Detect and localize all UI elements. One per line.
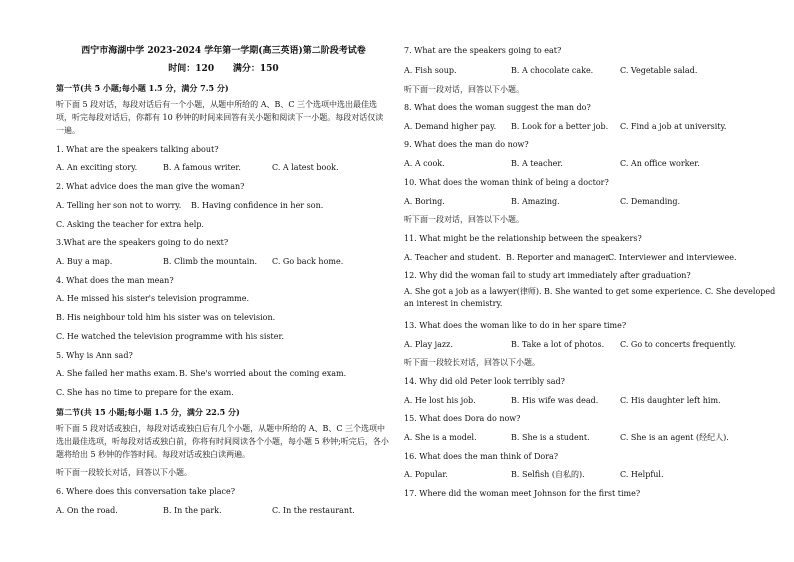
option-c: C. Asking the teacher for extra help.	[56, 220, 204, 229]
question-3: 3.What are the speakers going to do next?	[56, 238, 229, 247]
option-c: C. Go to concerts frequently.	[620, 340, 737, 349]
section2-heading: 第二节(共 15 小题;每小题 1.5 分，满分 22.5 分)	[56, 407, 240, 417]
option-a: A. Boring.	[404, 197, 445, 206]
option-b: B. Climb the mountain.	[163, 257, 258, 266]
option-c: C. In the restaurant.	[272, 506, 355, 515]
option-b: B. She is a student.	[511, 433, 590, 442]
question-15: 15. What does Dora do now?	[404, 414, 521, 423]
option-c: C. Interviewer and interviewee.	[608, 253, 737, 262]
section1-instructions: 听下面 5 段对话，每段对话后有一个小题，从题中所给的 A、B、C 三个选项中选出最佳选项，听完每段对话后，你都有 10 秒钟的时间来回答有关小题和阅读下一小题。每段对话仅读一遍。	[56, 100, 384, 135]
option-a: A. Fish soup.	[404, 66, 457, 75]
option-a: A. An exciting story.	[56, 163, 138, 172]
question-5: 5. Why is Ann sad?	[56, 351, 133, 360]
exam-title: 西宁市海湖中学 2023-2024 学年第一学期(高三英语)第二阶段考试卷	[81, 46, 366, 56]
option-b: B. Amazing.	[511, 197, 560, 206]
option-b: B. His wife was dead.	[511, 396, 599, 405]
option-a: A. On the road.	[56, 506, 118, 515]
option-a: A. She failed her maths exam.	[56, 369, 178, 378]
option-c: C. An office worker.	[620, 159, 700, 168]
section1-heading: 第一节(共 5 小题;每小题 1.5 分，满分 7.5 分)	[56, 83, 229, 93]
option-b: B. A teacher.	[511, 159, 563, 168]
option-b: B. Selfish (自私的).	[511, 470, 585, 479]
option-b: B. Having confidence in her son.	[191, 201, 324, 210]
score-label: 满分：150	[232, 64, 279, 74]
option-c: C. His daughter left him.	[620, 396, 721, 405]
question-13: 13. What does the woman like to do in her spare time?	[404, 321, 627, 330]
option-c: C. Find a job at university.	[620, 122, 727, 131]
option-a: A. Telling her son not to worry.	[56, 201, 182, 210]
question-10: 10. What does the woman think of being a doctor?	[404, 178, 609, 187]
question-16: 16. What does the man think of Dora?	[404, 452, 559, 461]
option-b: B. A chocolate cake.	[511, 66, 594, 75]
option-a: A. She is a model.	[404, 433, 477, 442]
option-a: A. Popular.	[404, 470, 448, 479]
question-11: 11. What might be the relationship between the speakers?	[404, 234, 642, 243]
option-c: C. Demanding.	[620, 197, 681, 206]
option-a: A. Play jazz.	[404, 340, 453, 349]
option-b: B. In the park.	[163, 506, 222, 515]
question-9: 9. What does the man do now?	[404, 140, 529, 149]
option-a: A. A cook.	[404, 159, 445, 168]
option-a: A. He lost his job.	[404, 396, 476, 405]
option-c: C. She has no time to prepare for the exam.	[56, 388, 234, 397]
option-b: B. Take a lot of photos.	[511, 340, 605, 349]
option-b: B. She's worried about the coming exam.	[179, 369, 347, 378]
time-label: 时间：120	[168, 64, 215, 74]
question-7: 7. What are the speakers going to eat?	[404, 46, 562, 55]
option-a: A. Demand higher pay.	[404, 122, 497, 131]
option-c: C. Helpful.	[620, 470, 664, 479]
question-6: 6. Where does this conversation take place?	[56, 487, 236, 496]
question-1: 1. What are the speakers talking about?	[56, 145, 219, 154]
question-8: 8. What does the woman suggest the man do?	[404, 103, 591, 112]
long-dialogue-note: 听下面一段较长对话，回答以下小题。	[56, 468, 192, 477]
long-dialogue-note: 听下面一段较长对话，回答以下小题。	[404, 358, 540, 367]
option-b: B. A famous writer.	[163, 163, 241, 172]
option-b: B. His neighbour told him his sister was on television.	[56, 313, 276, 322]
section2-instructions: 听下面 5 段对话或独白，每段对话或独白后有几个小题，从题中所给的 A、B、C 三个选项中选出最佳选项，听每段对话或独白前，你将有时间阅读各个小题，每小题 5 秒钟;听完后，各小题将给出 5 秒钟的作答时间。每段对话或独白读两遍。	[56, 424, 389, 459]
option-b: B. Reporter and manager.	[506, 253, 612, 262]
option-c: C. She is an agent (经纪人).	[620, 433, 729, 442]
option-a: A. He missed his sister's television programme.	[56, 294, 250, 303]
question-2: 2. What advice does the man give the woman?	[56, 182, 245, 191]
option-b: B. Look for a better job.	[511, 122, 609, 131]
dialogue-note: 听下面一段对话，回答以下小题。	[404, 215, 524, 224]
option-a: A. Teacher and student.	[404, 253, 501, 262]
dialogue-note: 听下面一段对话，回答以下小题。	[404, 85, 524, 94]
question-14: 14. Why did old Peter look terribly sad?	[404, 377, 565, 386]
option-c: C. Vegetable salad.	[620, 66, 698, 75]
option-a: A. Buy a map.	[56, 257, 113, 266]
question-17: 17. Where did the woman meet Johnson for the first time?	[404, 489, 641, 498]
option-c: C. A latest book.	[272, 163, 339, 172]
options-12: A. She got a job as a lawyer(律师). B. She wanted to get some experience. C. She developed an interest in chemistry.	[404, 287, 776, 308]
question-12: 12. Why did the woman fail to study art immediately after graduation?	[404, 271, 691, 280]
question-4: 4. What does the man mean?	[56, 276, 174, 285]
option-c: C. Go back home.	[272, 257, 344, 266]
option-c: C. He watched the television programme with his sister.	[56, 332, 284, 341]
exam-meta	[56, 64, 391, 75]
